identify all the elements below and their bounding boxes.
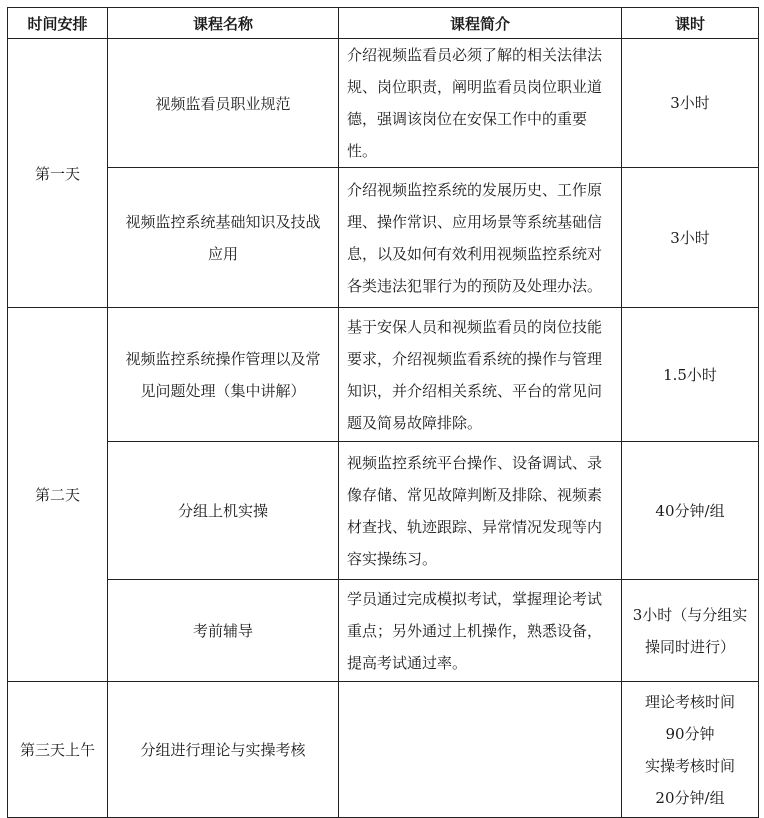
course-desc-cell: 介绍视频监看员必须了解的相关法律法规、岗位职责，阐明监看员岗位职业道德，强调该岗位在安保工作中的重要性。 xyxy=(339,39,622,168)
course-schedule-table xyxy=(7,7,759,818)
header-time: 时间安排 xyxy=(8,8,108,39)
course-hours: 理论考核时间 90分钟 实操考核时间 20分钟/组 xyxy=(644,692,735,807)
course-desc-cell: 学员通过完成模拟考试，掌握理论考试重点；另外通过上机操作，熟悉设备，提高考试通过率。 xyxy=(339,580,622,682)
course-hours-cell: 1.5小时 xyxy=(622,308,759,442)
table-row xyxy=(8,682,759,818)
course-name: 视频监看员职业规范 xyxy=(155,94,291,113)
course-desc-cell xyxy=(339,682,622,818)
course-hours-cell xyxy=(622,580,759,682)
course-desc-cell: 介绍视频监控系统的发展历史、工作原理、操作常识、应用场景等系统基础信息，以及如何有效利用视频监控系统对各类违法犯罪行为的预防及处理办法。 xyxy=(339,168,622,308)
header-intro: 课程简介 xyxy=(339,8,622,39)
course-name-cell xyxy=(108,39,339,168)
course-desc-cell: 基于安保人员和视频监看员的岗位技能要求，介绍视频监看系统的操作与管理知识，并介绍相关系统、平台的常见问题及简易故障排除。 xyxy=(339,308,622,442)
table-row xyxy=(8,39,759,168)
course-hours-cell xyxy=(622,682,759,818)
course-name-cell: 考前辅导 xyxy=(108,580,339,682)
course-hours: 3小时（与分组实操同时进行） xyxy=(632,605,748,656)
header-hours: 课时 xyxy=(622,8,759,39)
table-row xyxy=(8,308,759,442)
course-hours-cell: 3小时 xyxy=(622,168,759,308)
day-cell: 第二天 xyxy=(8,308,108,682)
day-cell: 第一天 xyxy=(8,39,108,308)
table-row xyxy=(8,168,759,308)
course-name: 视频监控系统基础知识及技战应用 xyxy=(125,212,321,263)
day-cell: 第三天上午 xyxy=(8,682,108,818)
header-course: 课程名称 xyxy=(108,8,339,39)
course-name-cell xyxy=(108,168,339,308)
table-row xyxy=(8,442,759,580)
course-hours-cell: 40分钟/组 xyxy=(622,442,759,580)
table-row xyxy=(8,580,759,682)
course-name-cell: 分组上机实操 xyxy=(108,442,339,580)
course-name-cell xyxy=(108,308,339,442)
course-name: 视频监控系统操作管理以及常见问题处理（集中讲解） xyxy=(125,349,321,400)
course-name-cell: 分组进行理论与实操考核 xyxy=(108,682,339,818)
header-row xyxy=(8,8,759,39)
course-desc-cell: 视频监控系统平台操作、设备调试、录像存储、常见故障判断及排除、视频素材查找、轨迹跟踪、异常情况发现等内容实操练习。 xyxy=(339,442,622,580)
course-hours-cell: 3小时 xyxy=(622,39,759,168)
